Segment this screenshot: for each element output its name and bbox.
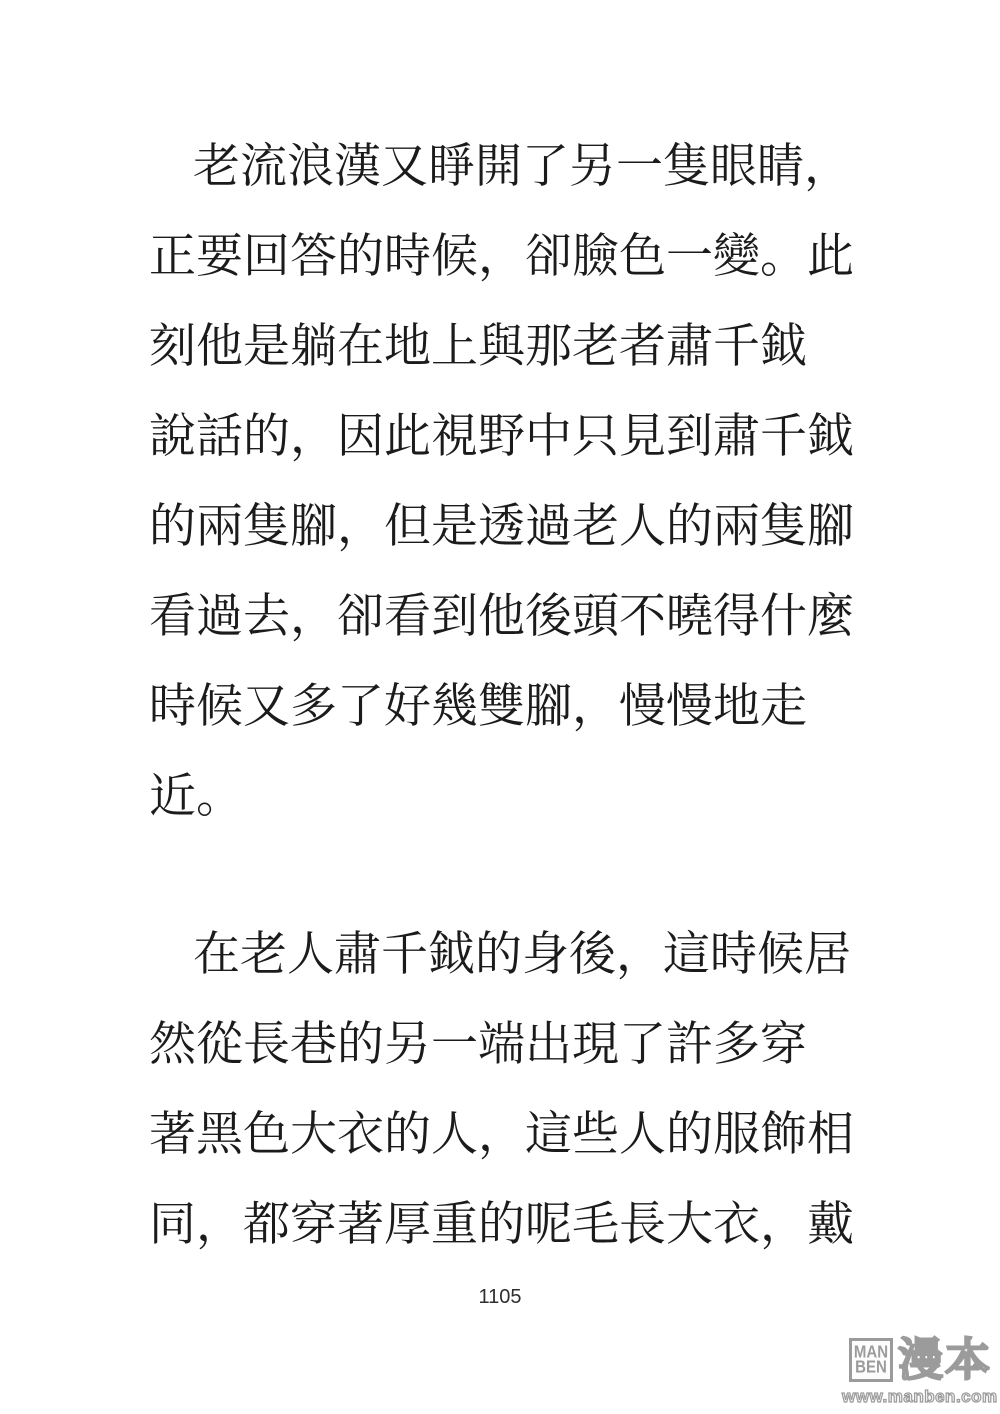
text-line: 近。 [149, 769, 243, 822]
text-line: 同，都穿著厚重的呢毛長大衣，戴 [149, 1197, 854, 1250]
page-number: 1105 [478, 1286, 522, 1308]
text-line: 在老人肅千鉞的身後，這時候居 [193, 927, 851, 980]
manben-logo-icon [849, 1338, 893, 1382]
paragraph-2 [149, 909, 879, 1269]
text-line: 刻他是躺在地上與那老者肅千鉞 [149, 319, 807, 372]
text-line: 著黑色大衣的人，這些人的服飾相 [149, 1107, 854, 1160]
paragraph-1 [149, 121, 879, 841]
watermark-url: www.manben.com [842, 1387, 998, 1406]
watermark-logo-row [842, 1334, 992, 1386]
text-line: 正要回答的時候，卻臉色一變。此 [149, 229, 854, 282]
manben-cjk-logotype: 漫本 [897, 1334, 992, 1385]
text-line: 看過去，卻看到他後頭不曉得什麼 [149, 589, 854, 642]
text-line: 時候又多了好幾雙腳，慢慢地走 [149, 679, 807, 732]
text-line: 說話的，因此視野中只見到肅千鉞 [149, 409, 854, 462]
logo-text-man: MAN [853, 1342, 889, 1363]
text-line: 的兩隻腳，但是透過老人的兩隻腳 [149, 499, 854, 552]
logo-text-ben: BEN [855, 1357, 887, 1378]
manben-watermark [842, 1334, 998, 1407]
text-line: 然從長巷的另一端出現了許多穿 [149, 1017, 807, 1070]
text-line: 老流浪漢又睜開了另一隻眼睛， [193, 139, 851, 192]
